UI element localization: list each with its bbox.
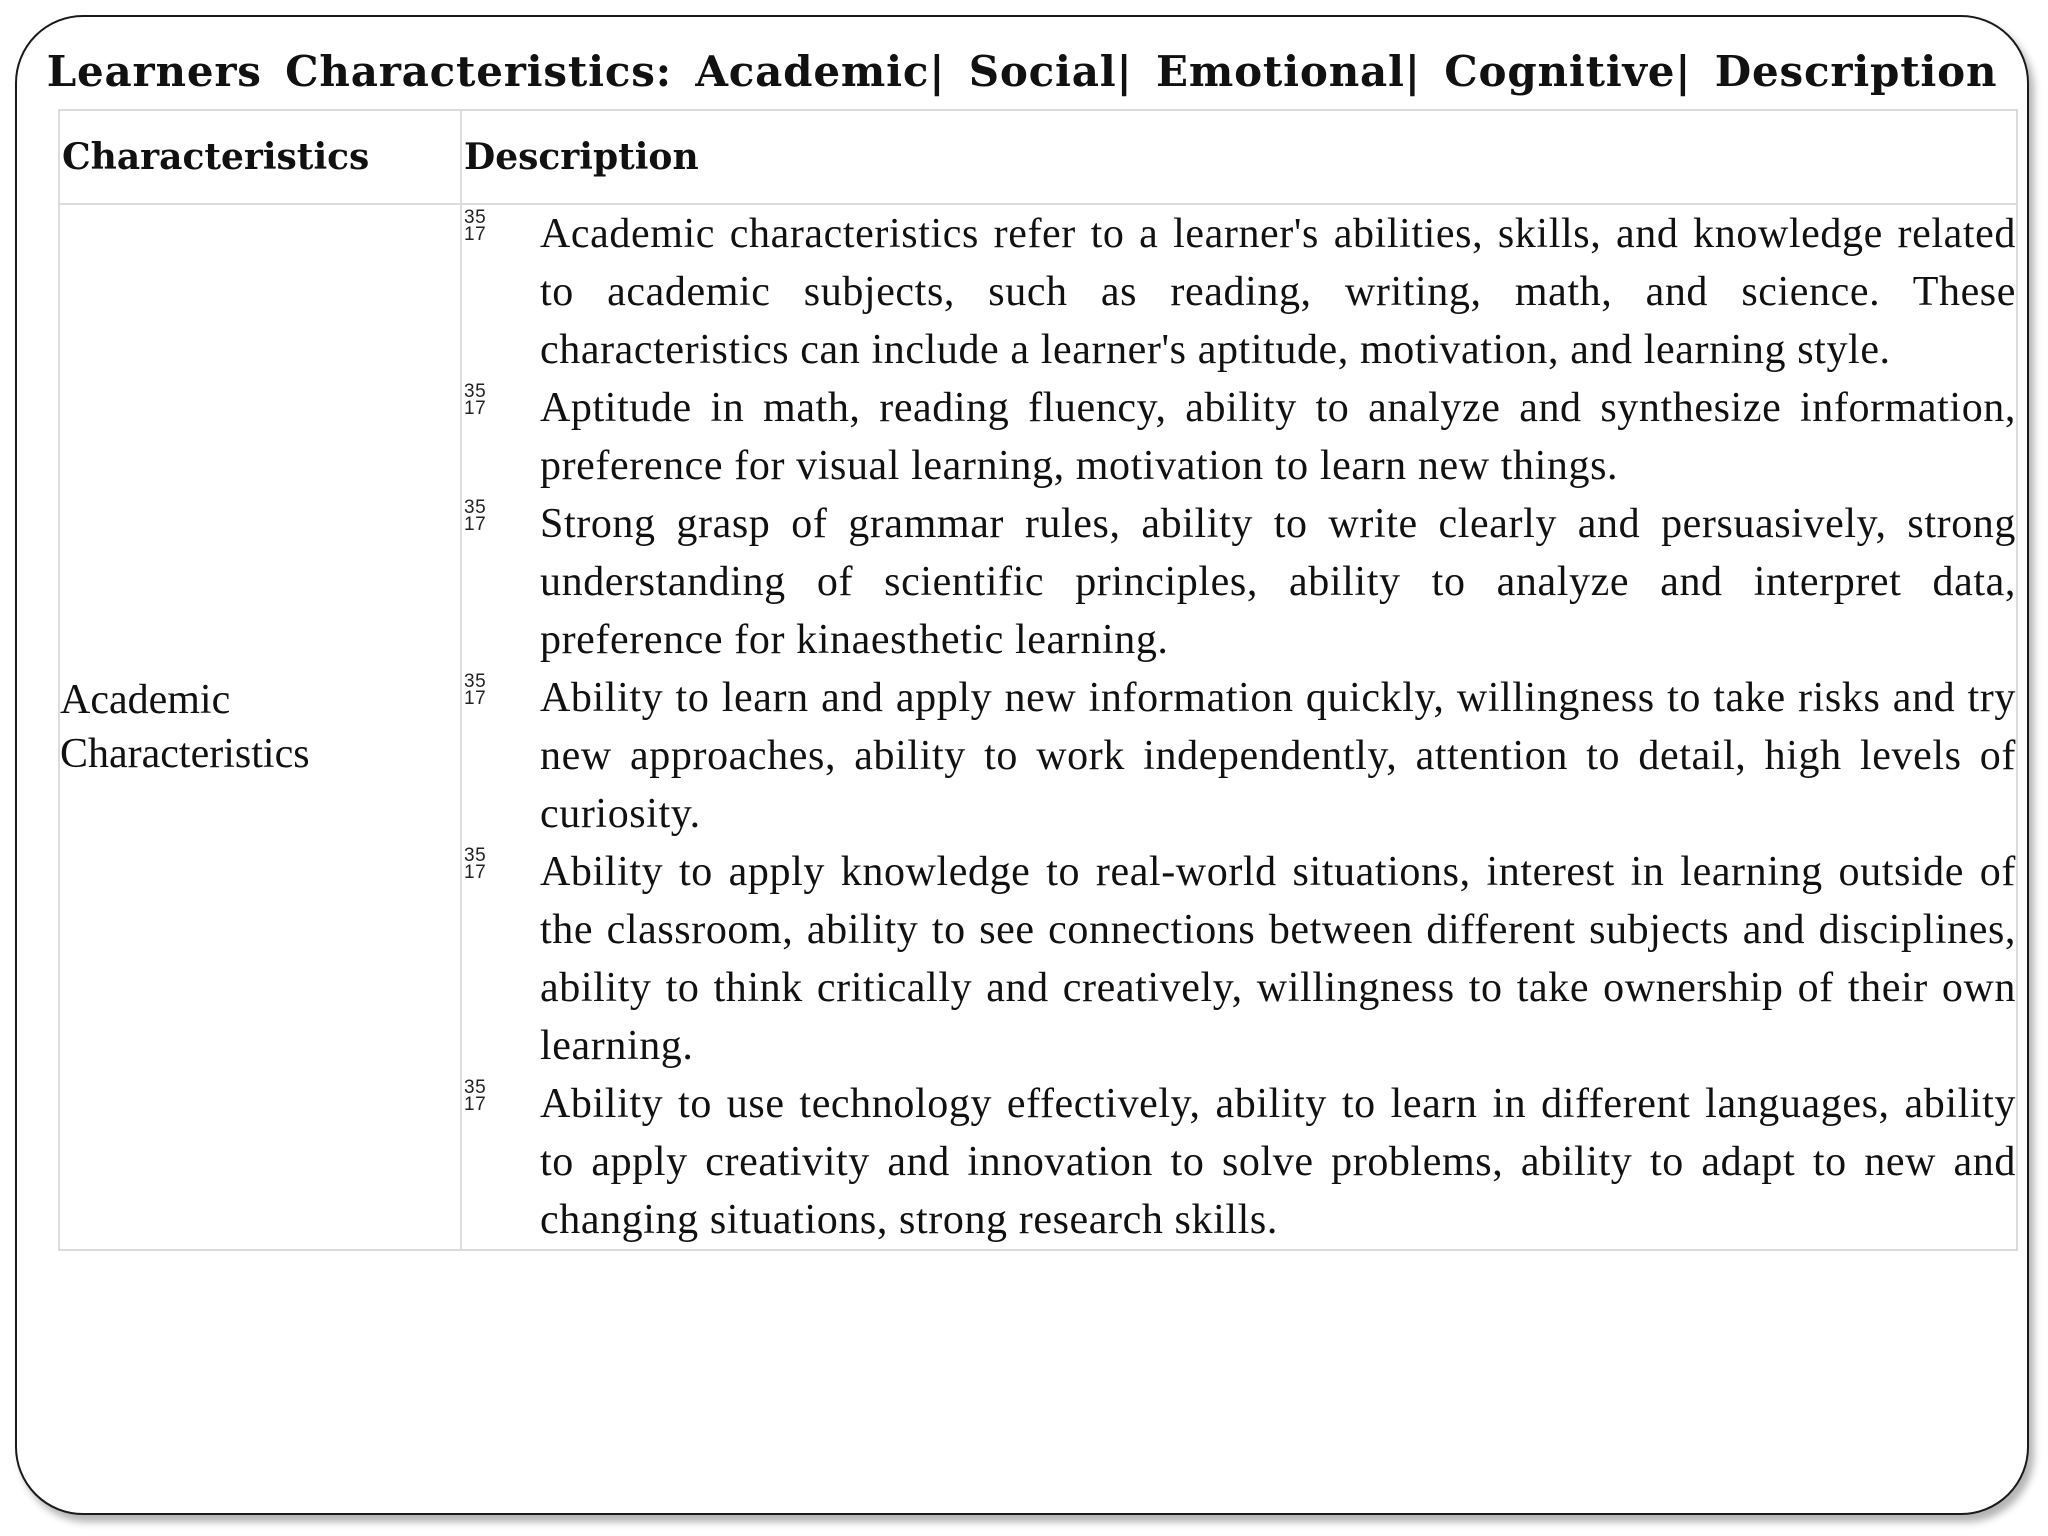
table-row xyxy=(59,204,2017,1250)
list-item xyxy=(462,379,2016,495)
list-item-text: Academic characteristics refer to a learner's abilities, skills, and knowledge related to academic subjects, such as reading, writing, math, and science. These characteristics can include a learner's aptitude, motivation, and learning style. xyxy=(540,211,2016,373)
description-list xyxy=(462,205,2016,1249)
description-cell xyxy=(461,204,2017,1250)
list-item-text: Aptitude in math, reading fluency, ability to analyze and synthesize information, preference for visual learning, motivation to learn new things. xyxy=(540,385,2016,489)
bullet-glyph-icon: 35 17 xyxy=(464,497,487,535)
list-item xyxy=(462,1075,2016,1249)
bullet-glyph-icon: 35 17 xyxy=(464,381,487,419)
bullet-glyph-icon: 35 17 xyxy=(464,207,487,245)
list-item-text: Ability to apply knowledge to real-world situations, interest in learning outside of the classroom, ability to see connections between different subjects and disciplines, ability to think critically and creatively, willingness to take ownership of their own learning. xyxy=(540,849,2016,1069)
slide-frame xyxy=(15,15,2029,1515)
list-item-text: Ability to use technology effectively, ability to learn in different languages, ability to apply creativity and innovation to solve problems, ability to adapt to new and changing situations, strong research skills. xyxy=(540,1081,2016,1243)
header-characteristics: Characteristics xyxy=(59,110,461,204)
row-label-text: Academic Characteristics xyxy=(60,677,310,777)
list-item-text: Ability to learn and apply new information quickly, willingness to take risks and try new approaches, ability to work independently, attention to detail, high levels of curiosity. xyxy=(540,675,2016,837)
row-label-academic xyxy=(59,204,461,1250)
slide-title: Learners Characteristics: Academic| Social| Emotional| Cognitive| Description xyxy=(46,47,1998,96)
list-item xyxy=(462,495,2016,669)
bullet-glyph-icon: 35 17 xyxy=(464,671,487,709)
bullet-glyph-icon: 35 17 xyxy=(464,845,487,883)
characteristics-table xyxy=(58,109,2018,1251)
table-header-row xyxy=(59,110,2017,204)
header-description: Description xyxy=(461,110,2017,204)
list-item xyxy=(462,669,2016,843)
list-item-text: Strong grasp of grammar rules, ability to write clearly and persuasively, strong understanding of scientific principles, ability to analyze and interpret data, preference for kinaesthetic learning. xyxy=(540,501,2016,663)
list-item xyxy=(462,205,2016,379)
list-item xyxy=(462,843,2016,1075)
bullet-glyph-icon: 35 17 xyxy=(464,1077,487,1115)
